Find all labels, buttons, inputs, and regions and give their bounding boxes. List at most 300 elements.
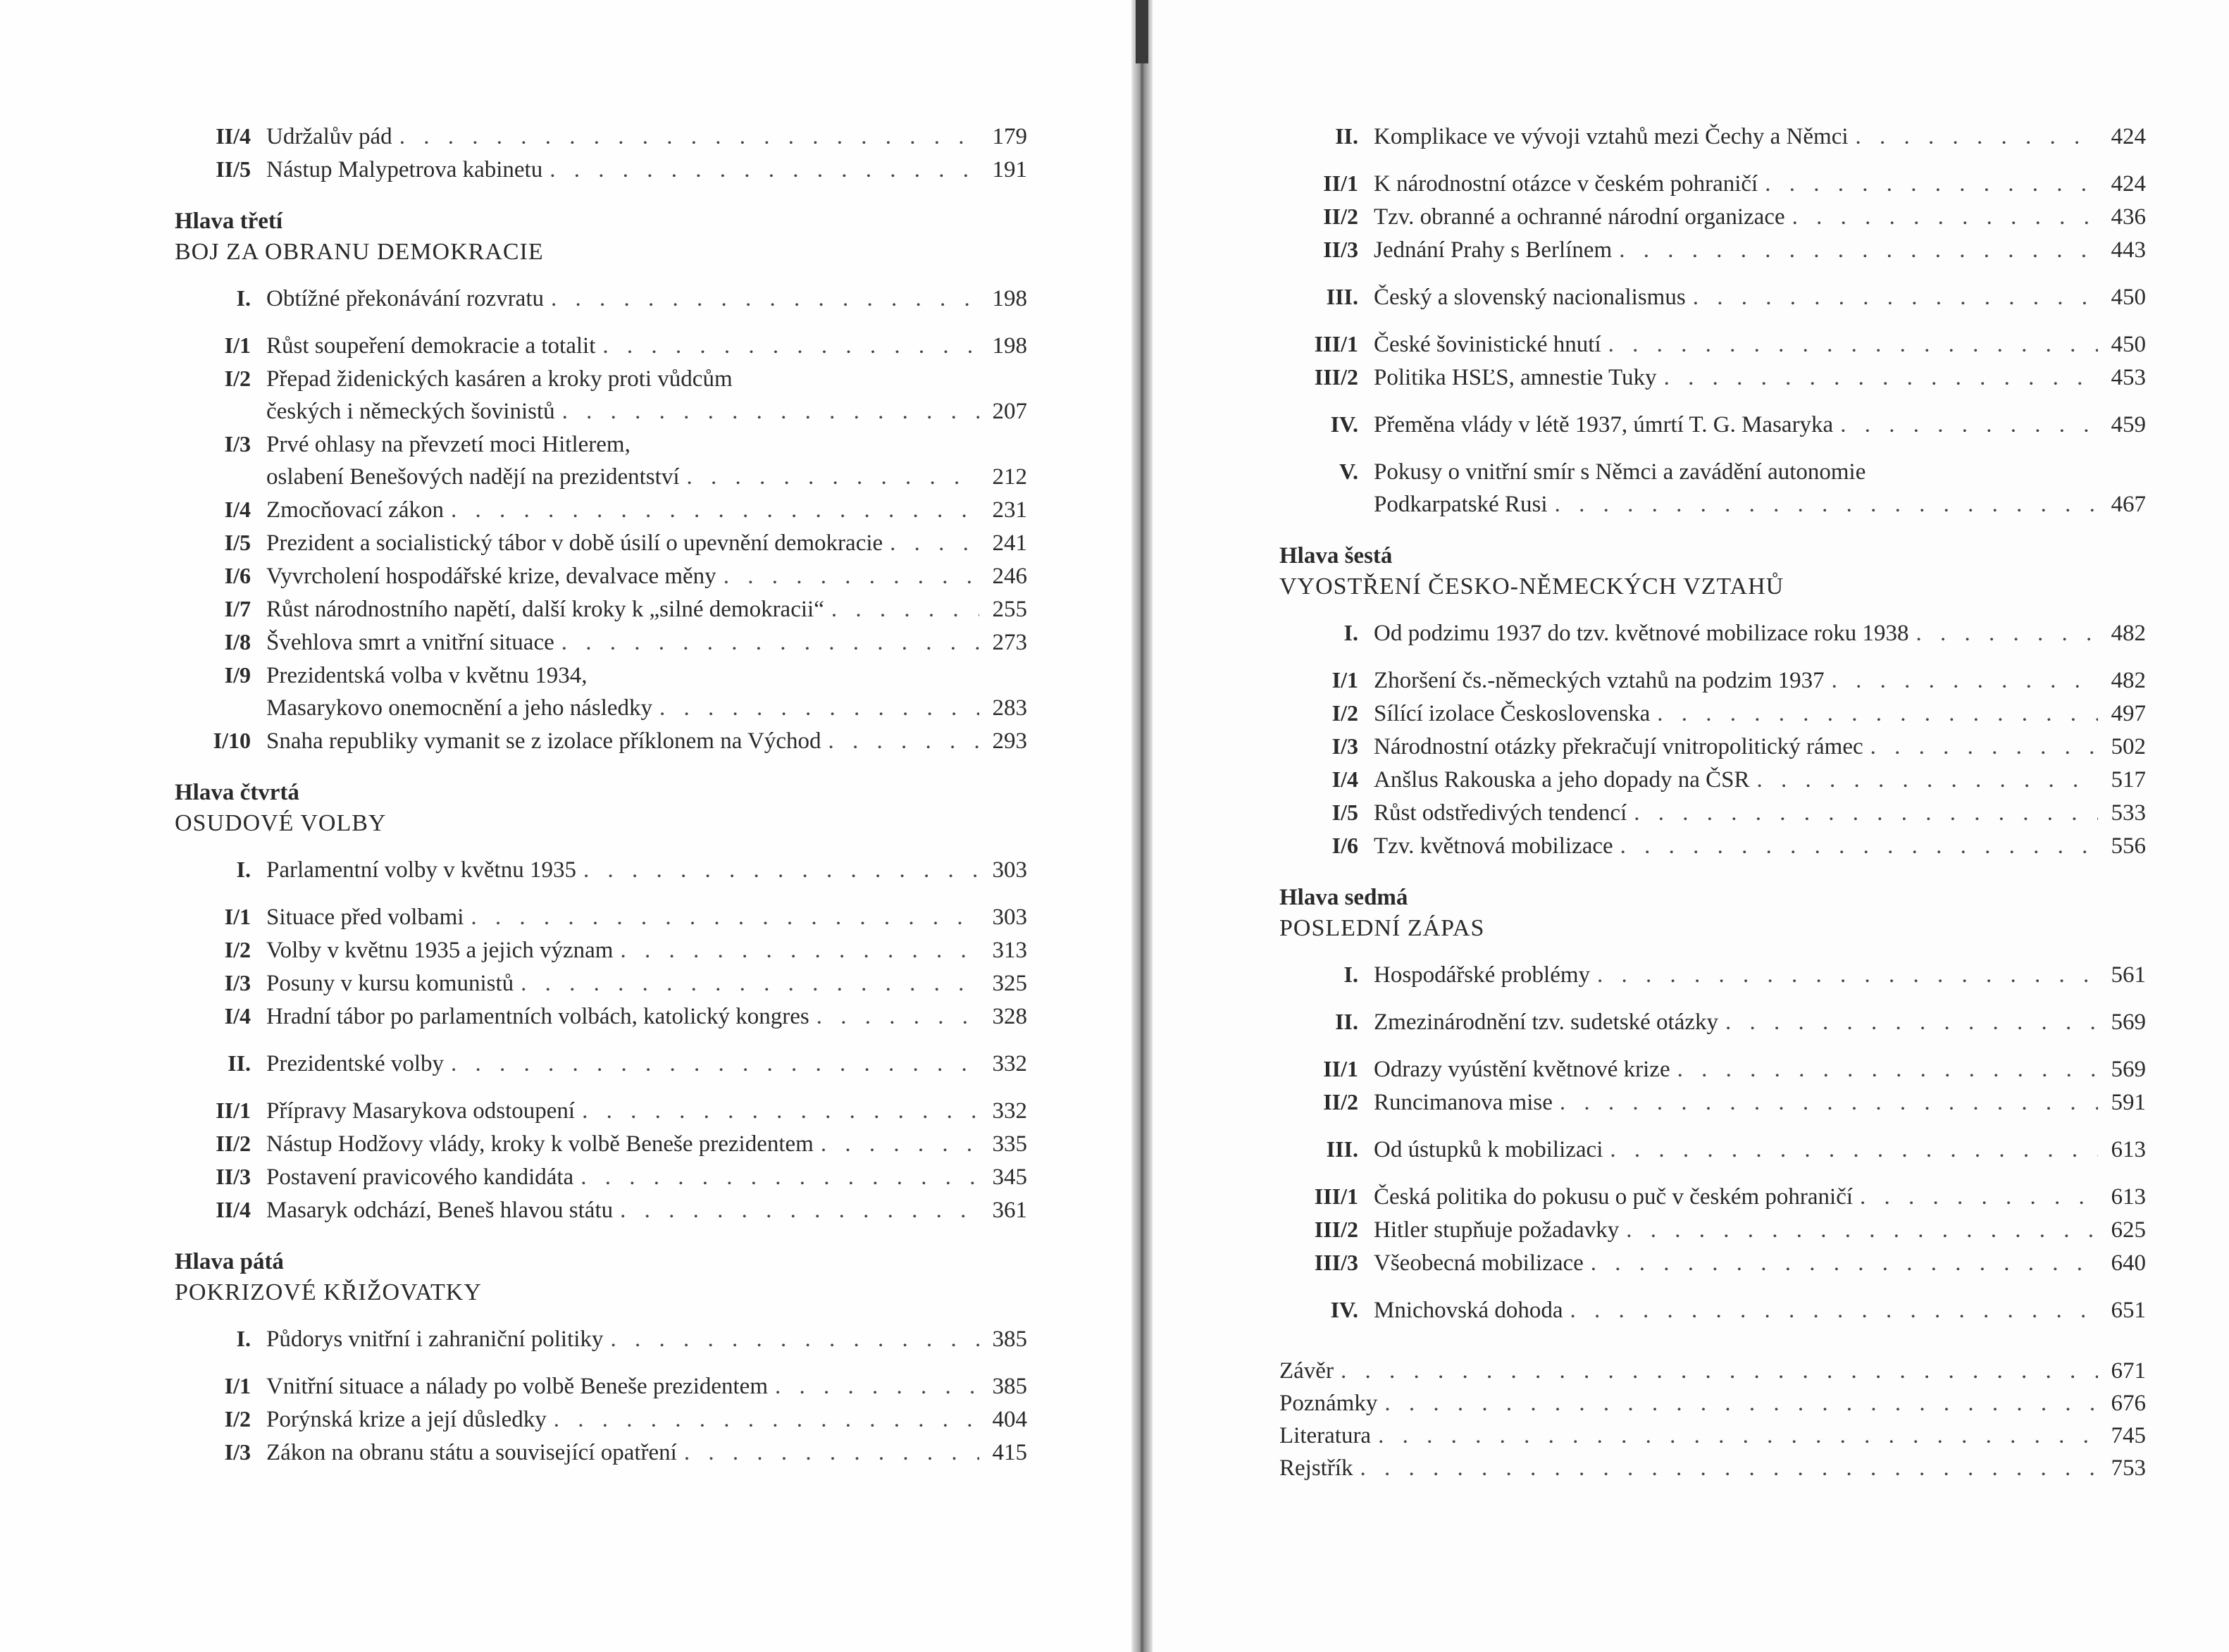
entry-title: Prezident a socialistický tábor v době úsilí o upevnění demokracie — [266, 530, 883, 556]
leader-dots — [1693, 281, 2098, 313]
entry-number: I/2 — [224, 1406, 251, 1431]
toc-row — [175, 1436, 1027, 1469]
entry-title: Přípravy Masarykova odstoupení — [266, 1098, 576, 1124]
entry-page: 191 — [992, 157, 1027, 182]
leader-dots — [828, 725, 979, 757]
entry-text — [1374, 1247, 2146, 1279]
entry-text — [1374, 664, 2146, 697]
entry-text — [266, 1128, 1027, 1160]
toc-entry — [1279, 1246, 2146, 1279]
toc-row — [175, 1403, 1027, 1436]
entry-text — [1374, 361, 2146, 394]
entry-text — [266, 901, 1027, 933]
entry-number: I. — [1343, 620, 1358, 645]
entry-number: I/6 — [1331, 833, 1358, 858]
toc-row — [1279, 167, 2146, 200]
entry-title: Volby v květnu 1935 a jejich význam — [266, 938, 614, 963]
toc-row — [1279, 1052, 2146, 1086]
toc-entry — [1279, 1005, 2146, 1038]
entry-title: Komplikace ve vývoji vztahů mezi Čechy a Němci — [1374, 124, 1849, 149]
entry-page: 332 — [992, 1098, 1027, 1124]
entry-title: Česká politika do pokusu o puč v českém pohraničí — [1374, 1184, 1854, 1210]
entry-text — [266, 527, 1027, 559]
entry-number: II. — [228, 1050, 251, 1076]
entry-page: 517 — [2111, 767, 2146, 793]
entry-title: Prezidentská volba v květnu 1934, — [266, 663, 588, 688]
toc-row — [175, 1322, 1027, 1355]
chapter-heading: Hlava pátá — [175, 1249, 284, 1274]
back-matter-row — [1279, 1452, 2146, 1484]
leader-dots — [610, 1323, 979, 1355]
leader-dots — [1360, 1452, 2099, 1484]
entry-page: 385 — [992, 1327, 1027, 1352]
entry-number: IV. — [1330, 1297, 1358, 1322]
toc-entry — [175, 329, 1027, 362]
entry-title: Sílící izolace Československa — [1374, 701, 1651, 726]
entry-text — [266, 934, 1027, 967]
entry-text — [266, 395, 1027, 428]
leader-dots — [602, 330, 979, 362]
entry-number: I/8 — [224, 629, 251, 654]
entry-text — [266, 494, 1027, 526]
leader-dots — [562, 395, 979, 428]
entry-text — [266, 363, 1027, 395]
entry-title: Podkarpatské Rusi — [1374, 492, 1548, 517]
toc-row — [175, 1000, 1027, 1033]
entry-page: 591 — [2111, 1090, 2146, 1115]
entry-title: Švehlova smrt a vnitřní situace — [266, 630, 554, 655]
entry-text — [266, 1095, 1027, 1127]
toc-row — [175, 329, 1027, 362]
toc-entry — [175, 1370, 1027, 1403]
entry-text — [266, 1161, 1027, 1193]
entry-title: Masarykovo onemocnění a jeho následky — [266, 695, 653, 721]
entry-title: Zhoršení čs.-německých vztahů na podzim 1937 — [1374, 668, 1825, 693]
entry-title: Od podzimu 1937 do tzv. květnové mobilizace roku 1938 — [1374, 621, 1909, 646]
toc-entry — [1279, 361, 2146, 394]
leader-dots — [620, 1194, 979, 1226]
entry-number: I. — [1343, 962, 1358, 987]
entry-title: Nástup Hodžovy vlády, kroky k volbě Beneše prezidentem — [266, 1131, 814, 1157]
entry-number: I. — [236, 1326, 251, 1351]
entry-text — [266, 1323, 1027, 1355]
entry-number: II/1 — [1323, 170, 1358, 196]
entry-title: Situace před volbami — [266, 905, 464, 930]
entry-title: Hradní tábor po parlamentních volbách, katolický kongres — [266, 1004, 809, 1029]
toc-row — [1279, 488, 2146, 521]
entry-page: 303 — [992, 905, 1027, 930]
entry-page: 198 — [992, 286, 1027, 311]
entry-page: 293 — [992, 728, 1027, 754]
toc-entry — [1279, 1180, 2146, 1213]
entry-number: I/1 — [1331, 667, 1358, 693]
back-matter-page: 671 — [2111, 1358, 2146, 1384]
toc-row — [1279, 233, 2146, 266]
entry-number: III/2 — [1314, 364, 1358, 390]
leader-dots — [1860, 1181, 2098, 1213]
leader-dots — [817, 1000, 979, 1033]
entry-title: Pokusy o vnitřní smír s Němci a zavádění autonomie — [1374, 459, 1866, 485]
entry-number: III/1 — [1314, 1184, 1358, 1209]
leader-dots — [1560, 1086, 2098, 1119]
toc-row — [175, 1094, 1027, 1127]
entry-page: 385 — [992, 1374, 1027, 1399]
chapter-title: OSUDOVÉ VOLBY — [175, 810, 387, 836]
leader-dots — [1677, 1053, 2098, 1086]
leader-dots — [1840, 409, 2098, 441]
entry-page: 207 — [992, 399, 1027, 424]
toc-entry — [175, 559, 1027, 592]
entry-title: Jednání Prahy s Berlínem — [1374, 237, 1613, 263]
entry-page: 569 — [2111, 1010, 2146, 1035]
leader-dots — [620, 934, 979, 967]
entry-page: 556 — [2111, 833, 2146, 859]
leader-dots — [890, 527, 979, 559]
entry-number: V. — [1339, 459, 1358, 484]
entry-page: 246 — [992, 564, 1027, 589]
toc-entry — [175, 120, 1027, 153]
toc-row — [1279, 120, 2146, 153]
chapter-block — [1279, 540, 2146, 602]
entry-page: 332 — [992, 1051, 1027, 1076]
leader-dots — [1657, 697, 2098, 730]
entry-number: I/4 — [224, 497, 251, 522]
entry-text — [1374, 617, 2146, 650]
toc-row — [175, 153, 1027, 186]
toc-entry — [1279, 1213, 2146, 1246]
entry-title: Vnitřní situace a nálady po volbě Beneše prezidentem — [266, 1374, 768, 1399]
entry-title: Postavení pravicového kandidáta — [266, 1165, 574, 1190]
entry-number: I/1 — [224, 333, 251, 358]
entry-number: II/2 — [216, 1131, 251, 1156]
toc-row — [175, 526, 1027, 559]
entry-page: 453 — [2111, 365, 2146, 390]
entry-text — [1374, 281, 2146, 313]
entry-title: Odrazy vyústění květnové krize — [1374, 1057, 1670, 1082]
entry-page: 404 — [992, 1407, 1027, 1432]
leader-dots — [1725, 1006, 2098, 1038]
back-matter-title: Rejstřík — [1279, 1455, 1353, 1481]
entry-title: Mnichovská dohoda — [1374, 1298, 1563, 1323]
leader-dots — [684, 1436, 979, 1469]
entry-number: III/3 — [1314, 1250, 1358, 1275]
entry-text — [1374, 409, 2146, 441]
toc-entry — [175, 1403, 1027, 1436]
toc-row — [175, 592, 1027, 626]
toc-row — [1279, 730, 2146, 763]
entry-title: Půdorys vnitřní i zahraniční politiky — [266, 1327, 604, 1352]
entry-page: 467 — [2111, 492, 2146, 517]
toc-entry — [1279, 616, 2146, 650]
entry-text — [266, 330, 1027, 362]
leader-dots — [821, 1128, 979, 1160]
toc-row — [1279, 1246, 2146, 1279]
toc-entry — [175, 900, 1027, 933]
entry-text — [1374, 456, 2146, 488]
entry-text — [266, 1436, 1027, 1469]
entry-number: I/9 — [224, 662, 251, 688]
entry-text — [266, 154, 1027, 186]
entry-number: I/3 — [224, 431, 251, 457]
entry-number: II/1 — [216, 1098, 251, 1123]
entry-title: Přeměna vlády v létě 1937, úmrtí T. G. Masaryka — [1374, 412, 1834, 437]
entry-text — [1374, 1214, 2146, 1246]
entry-text — [1374, 1181, 2146, 1213]
entry-title: Prezidentské volby — [266, 1051, 445, 1076]
entry-number: I/1 — [224, 1373, 251, 1398]
entry-number: II/2 — [1323, 204, 1358, 229]
leader-dots — [580, 1161, 979, 1193]
toc-entry — [175, 1127, 1027, 1160]
entry-number: I/3 — [1331, 733, 1358, 759]
entry-text — [1374, 488, 2146, 521]
toc-left — [175, 120, 1027, 1469]
entry-number: I/10 — [213, 728, 251, 753]
entry-page: 255 — [992, 597, 1027, 622]
entry-page: 613 — [2111, 1137, 2146, 1162]
entry-text — [266, 1048, 1027, 1080]
leader-dots — [1765, 168, 2098, 200]
entry-title: Tzv. obranné a ochranné národní organizace — [1374, 204, 1785, 230]
leader-dots — [1341, 1355, 2098, 1387]
entry-number: II/4 — [216, 123, 251, 149]
entry-text — [266, 593, 1027, 626]
toc-row — [1279, 455, 2146, 488]
toc-row — [1279, 280, 2146, 313]
back-matter-title: Závěr — [1279, 1358, 1334, 1384]
entry-title: Snaha republiky vymanit se z izolace příklonem na Východ — [266, 728, 821, 754]
toc-entry — [1279, 763, 2146, 796]
leader-dots — [1378, 1420, 2098, 1452]
toc-entry — [1279, 280, 2146, 313]
entry-text — [1374, 1006, 2146, 1038]
entry-title: Vyvrcholení hospodářské krize, devalvace měny — [266, 564, 716, 589]
back-matter-title: Literatura — [1279, 1423, 1372, 1448]
leader-dots — [1620, 830, 2098, 862]
entry-text — [266, 1403, 1027, 1436]
toc-entry — [1279, 328, 2146, 361]
entry-number: III. — [1326, 1136, 1358, 1162]
leader-dots — [551, 282, 979, 315]
entry-text — [266, 725, 1027, 757]
book-gutter-shadow — [1136, 0, 1148, 63]
leader-dots — [1792, 201, 2098, 233]
toc-row — [1279, 829, 2146, 862]
entry-number: I/2 — [224, 937, 251, 962]
entry-page: 613 — [2111, 1184, 2146, 1210]
toc-entry — [1279, 664, 2146, 697]
toc-row — [175, 900, 1027, 933]
entry-text — [266, 854, 1027, 886]
entry-number: III. — [1326, 284, 1358, 309]
toc-entry — [175, 282, 1027, 315]
toc-row — [1279, 763, 2146, 796]
right-page — [1141, 0, 2229, 1652]
entry-text — [1374, 731, 2146, 763]
entry-number: I/2 — [224, 366, 251, 391]
entry-page: 313 — [992, 938, 1027, 963]
entry-page: 497 — [2111, 701, 2146, 726]
entry-title: Růst odstředivých tendencí — [1374, 800, 1627, 826]
entry-page: 325 — [992, 971, 1027, 996]
entry-text — [1374, 168, 2146, 200]
entry-page: 424 — [2111, 171, 2146, 197]
entry-page: 345 — [992, 1165, 1027, 1190]
entry-page: 450 — [2111, 332, 2146, 357]
entry-page: 415 — [992, 1440, 1027, 1465]
toc-entry — [1279, 829, 2146, 862]
entry-text — [1374, 328, 2146, 361]
entry-title: Hospodářské problémy — [1374, 962, 1591, 988]
entry-text — [266, 282, 1027, 315]
chapter-title: BOJ ZA OBRANU DEMOKRACIE — [175, 239, 544, 265]
toc-entry — [1279, 120, 2146, 153]
entry-page: 212 — [992, 464, 1027, 490]
toc-row — [1279, 1005, 2146, 1038]
toc-entry — [175, 933, 1027, 967]
entry-title: Růst národnostního napětí, další kroky k „silné demokracii“ — [266, 597, 824, 622]
entry-number: I. — [236, 285, 251, 311]
entry-title: Runcimanova mise — [1374, 1090, 1553, 1115]
toc-row — [175, 1370, 1027, 1403]
entry-number: I/4 — [224, 1003, 251, 1029]
entry-page: 198 — [992, 333, 1027, 359]
back-matter-page: 676 — [2111, 1391, 2146, 1416]
entry-title: Zmocňovací zákon — [266, 497, 444, 523]
leader-dots — [1384, 1387, 2098, 1420]
entry-number: I/5 — [1331, 800, 1358, 825]
entry-number: II/4 — [216, 1197, 251, 1222]
toc-entry — [175, 1000, 1027, 1033]
toc-row — [1279, 328, 2146, 361]
entry-text — [1374, 764, 2146, 796]
entry-page: 424 — [2111, 124, 2146, 149]
leader-dots — [521, 967, 979, 1000]
toc-entry — [175, 428, 1027, 493]
toc-row — [1279, 408, 2146, 441]
entry-page: 283 — [992, 695, 1027, 721]
entry-page: 569 — [2111, 1057, 2146, 1082]
toc-entry — [175, 362, 1027, 428]
entry-page: 482 — [2111, 668, 2146, 693]
entry-number: IV. — [1330, 411, 1358, 437]
toc-row — [175, 282, 1027, 315]
leader-dots — [659, 692, 979, 724]
toc-entry — [175, 967, 1027, 1000]
leader-dots — [1570, 1294, 2098, 1327]
toc-entry — [1279, 167, 2146, 200]
entry-title: Přepad židenických kasáren a kroky proti vůdcům — [266, 366, 733, 392]
entry-title: Porýnská krize a její důsledky — [266, 1407, 547, 1432]
chapter-block — [175, 1246, 1027, 1308]
leader-dots — [561, 626, 979, 659]
chapter-block — [175, 777, 1027, 839]
entry-page: 443 — [2111, 237, 2146, 263]
leader-dots — [550, 154, 979, 186]
book-gutter — [1131, 0, 1153, 1652]
leader-dots — [1832, 664, 2098, 697]
entry-page: 533 — [2111, 800, 2146, 826]
entry-title: Od ústupků k mobilizaci — [1374, 1137, 1603, 1162]
entry-text — [266, 967, 1027, 1000]
entry-page: 640 — [2111, 1250, 2146, 1276]
toc-entry — [175, 1322, 1027, 1355]
entry-number: I/3 — [224, 1439, 251, 1465]
leader-dots — [1664, 361, 2098, 394]
entry-text — [1374, 959, 2146, 991]
toc-row — [1279, 200, 2146, 233]
entry-title: Anšlus Rakouska a jeho dopady na ČSR — [1374, 767, 1750, 793]
toc-row — [1279, 361, 2146, 394]
toc-row — [175, 626, 1027, 659]
entry-text — [1374, 201, 2146, 233]
toc-entry — [175, 1047, 1027, 1080]
toc-entry — [1279, 200, 2146, 233]
entry-text — [266, 428, 1027, 461]
toc-row — [175, 692, 1027, 724]
toc-row — [175, 659, 1027, 692]
entry-number: II/1 — [1323, 1056, 1358, 1081]
entry-title: Obtížné překonávání rozvratu — [266, 286, 545, 311]
toc-entry — [175, 592, 1027, 626]
toc-entry — [1279, 233, 2146, 266]
entry-number: III/2 — [1314, 1217, 1358, 1242]
chapter-title: VYOSTŘENÍ ČESKO-NĚMECKÝCH VZTAHŮ — [1279, 573, 1784, 600]
entry-number: II/3 — [216, 1164, 251, 1189]
toc-row — [175, 967, 1027, 1000]
entry-text — [1374, 797, 2146, 829]
leader-dots — [724, 560, 979, 592]
toc-row — [1279, 958, 2146, 991]
toc-entry — [175, 1094, 1027, 1127]
toc-row — [1279, 664, 2146, 697]
chapter-title: POSLEDNÍ ZÁPAS — [1279, 915, 1485, 941]
leader-dots — [1856, 120, 2098, 153]
entry-page: 450 — [2111, 285, 2146, 310]
toc-entry — [1279, 455, 2146, 521]
entry-page: 561 — [2111, 962, 2146, 988]
entry-text — [266, 659, 1027, 692]
toc-entry — [1279, 958, 2146, 991]
toc-entry — [175, 724, 1027, 757]
toc-row — [175, 428, 1027, 461]
entry-page: 328 — [992, 1004, 1027, 1029]
entry-page: 303 — [992, 857, 1027, 883]
chapter-title: POKRIZOVÉ KŘIŽOVATKY — [175, 1279, 482, 1305]
entry-text — [266, 120, 1027, 153]
entry-text — [1374, 697, 2146, 730]
entry-number: II/5 — [216, 156, 251, 182]
entry-page: 241 — [992, 530, 1027, 556]
toc-row — [1279, 1213, 2146, 1246]
leader-dots — [554, 1403, 979, 1436]
entry-text — [1374, 1294, 2146, 1327]
back-matter-page: 753 — [2111, 1455, 2146, 1481]
leader-dots — [1870, 731, 2098, 763]
toc-entry — [175, 1436, 1027, 1469]
toc-entry — [175, 659, 1027, 724]
toc-entry — [175, 1160, 1027, 1193]
entry-text — [1374, 830, 2146, 862]
entry-title: Růst soupeření demokracie a totalit — [266, 333, 596, 359]
toc-entry — [1279, 1052, 2146, 1086]
leader-dots — [451, 494, 979, 526]
entry-title: Tzv. květnová mobilizace — [1374, 833, 1613, 859]
leader-dots — [1608, 328, 2098, 361]
back-matter-page: 745 — [2111, 1423, 2146, 1448]
toc-row — [175, 1160, 1027, 1193]
chapter-block — [1279, 882, 2146, 944]
